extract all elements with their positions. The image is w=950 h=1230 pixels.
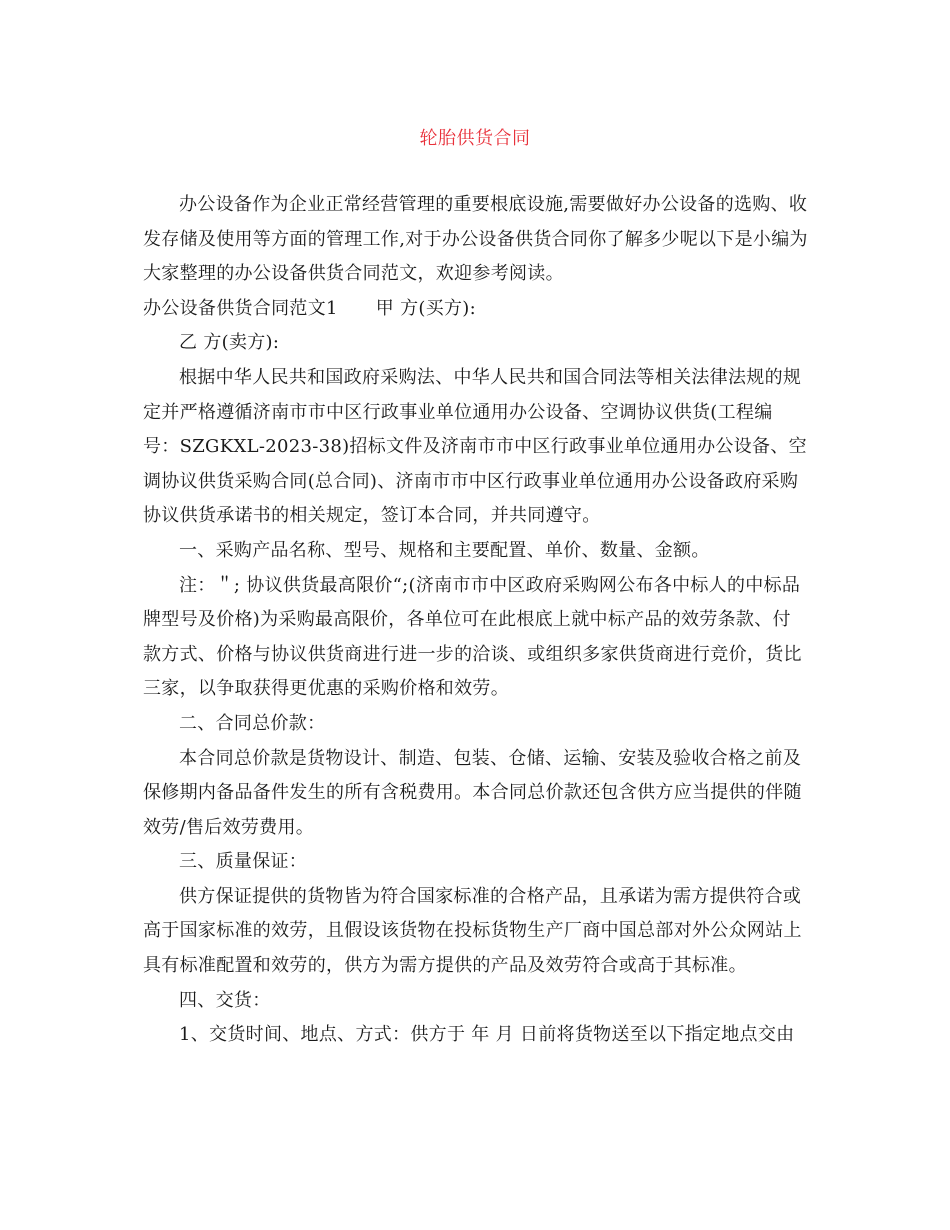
section-2-body: 本合同总价款是货物设计、制造、包装、仓储、运输、安装及验收合格之前及保修期内备品备件发生的所有含税费用。本合同总价款还包含供方应当提供的伴随效劳/售后效劳费用。 [143, 747, 802, 838]
party-a-label: 甲 方(买方): [375, 297, 476, 319]
section-1-note: 注：＂; 协议供货最高限价“;(济南市市中区政府采购网公布各中标人的中标品牌型号及价格)为采购最高限价，各单位可在此根底上就中标产品的效劳条款、付款方式、价格与协议供货商进行进一步的洽谈、或组织多家供货商进行竞价，货比三家，以争取获得更优惠的采购价格和效劳。 [143, 574, 802, 700]
section-1-title: 一、采购产品名称、型号、规格和主要配置、单价、数量、金额。 [179, 539, 710, 561]
sample-heading: 办公设备供货合同范文1 [143, 297, 338, 319]
intro-paragraph: 办公设备作为企业正常经营管理的重要根底设施,需要做好办公设备的选购、收发存储及使用等方面的管理工作,对于办公设备供货合同你了解多少呢以下是小编为大家整理的办公设备供货合同范文，欢迎参考阅读。 [143, 194, 808, 285]
basis-paragraph: 根据中华人民共和国政府采购法、中华人民共和国合同法等相关法律法规的规定并严格遵循济南市市中区行政事业单位通用办公设备、空调协议供货(工程编号：SZGKXL-2023-38)招标文件及济南市市中区行政事业单位通用办公设备、空调协议供货采购合同(总合同)、济南市市中区行政事业单位通用办公设备政府采购协议供货承诺书的相关规定，签订本合同，并共同遵守。 [143, 366, 807, 527]
party-b-label: 乙 方(卖方): [179, 332, 280, 354]
section-3-title: 三、质量保证： [179, 851, 308, 873]
document-title: 轮胎供货合同 [419, 128, 531, 149]
section-4-title: 四、交货： [179, 989, 271, 1011]
section-3-body: 供方保证提供的货物皆为符合国家标准的合格产品，且承诺为需方提供符合或高于国家标准的效劳，且假设该货物在投标货物生产厂商中国总部对外公众网站上具有标准配置和效劳的，供方为需方提供的产品及效劳符合或高于其标准。 [143, 885, 802, 977]
document-body [143, 188, 808, 1053]
sample-heading-line [143, 292, 808, 327]
section-2-title: 二、合同总价款： [179, 712, 326, 734]
section-4-item-1: 1、交货时间、地点、方式：供方于 年 月 日前将货物送至以下指定地点交由 [179, 1024, 795, 1046]
